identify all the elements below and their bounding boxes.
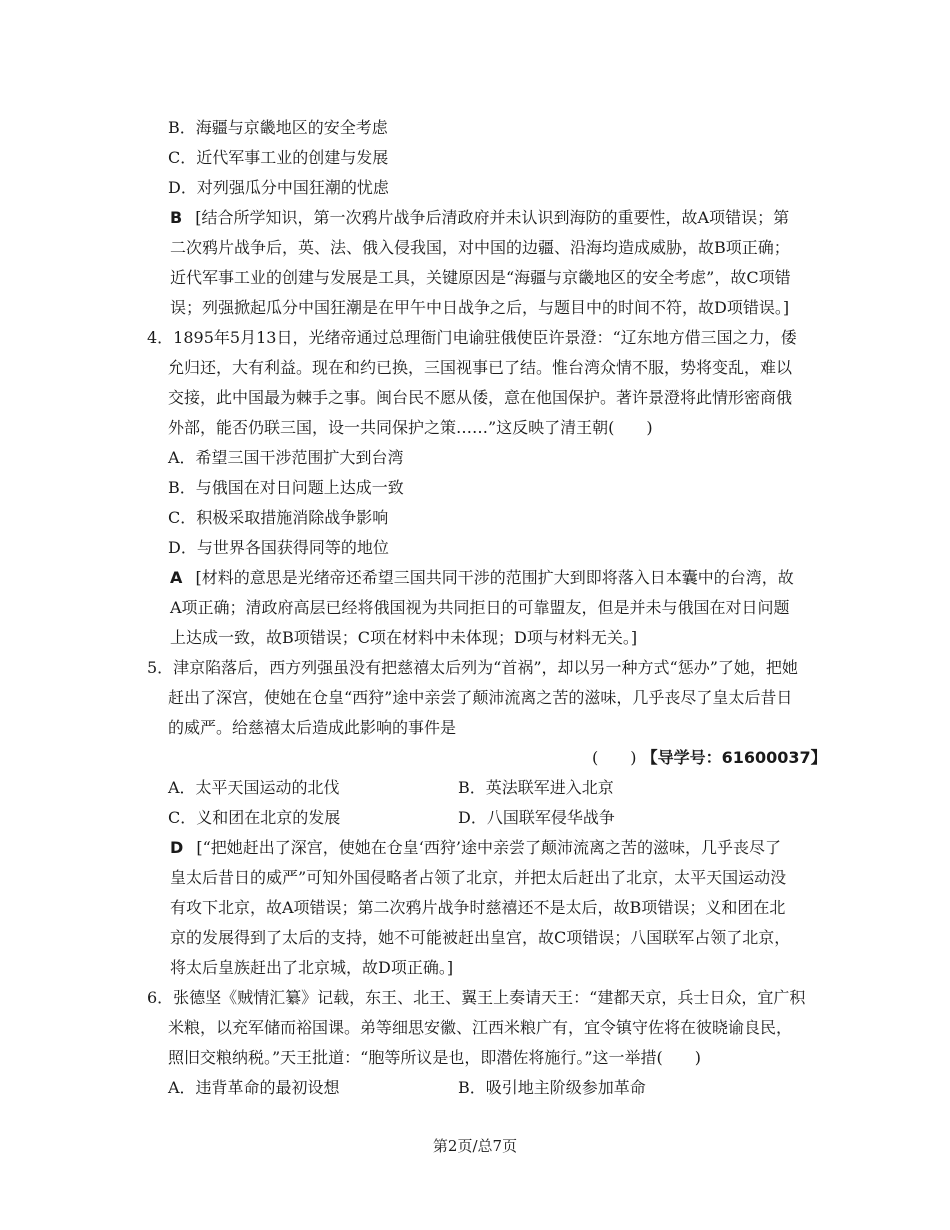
page-footer: 第2页/总7页 [432, 1137, 518, 1155]
q4-explanation-line: [材料的意思是光绪帝还希望三国共同干涉的范围扩大到即将落入日本囊中的台湾，故 [195, 568, 794, 587]
q5-explanation-line: 皇太后昔日的威严”可知外国侵略者占领了北京，并把太后赶出了北京，太平天国运动没 [170, 868, 787, 887]
q4-stem-line: 外部，能否仍联三国，设一共同保护之策……”这反映了清王朝( ) [168, 418, 653, 437]
q6-stem-line: 米粮，以充军储而裕国课。弟等细思安徽、江西米粮广有，宜令镇守佐将在彼晓谕良民， [168, 1018, 793, 1037]
q6-option-a: A．违背革命的最初设想 [168, 1078, 340, 1097]
q3-explanation-line: 近代军事工业的创建与发展是工具，关键原因是“海疆与京畿地区的安全考虑”，故C项错 [170, 268, 791, 287]
q4-stem-line: 允归还，大有利益。现在和约已换，三国视事已了结。惟台湾众情不服，势将变乱，难以 [168, 358, 793, 377]
q4-option-d: D．与世界各国获得同等的地位 [168, 538, 389, 557]
q3-answer [170, 208, 789, 228]
q6-option-b: B．吸引地主阶级参加革命 [458, 1078, 646, 1097]
q3-option-d: D．对列强瓜分中国狂潮的忧虑 [168, 178, 389, 197]
q3-explanation-line: 二次鸦片战争后，英、法、俄入侵我国，对中国的边疆、沿海均造成威胁，故B项正确； [170, 238, 790, 257]
q6-stem-line: 6．张德坚《贼情汇纂》记载，东王、北王、翼王上奏请天王：“建都天京，兵士日众，宜广积 [147, 988, 806, 1007]
q5-option-d: D．八国联军侵华战争 [458, 808, 615, 827]
q4-explanation-line: A项正确；清政府高层已经将俄国视为共同拒日的可靠盟友，但是并未与俄国在对日问题 [170, 598, 790, 617]
q5-option-b: B．英法联军进入北京 [458, 778, 614, 797]
q5-answer-blank: ( ) [592, 748, 637, 767]
q3-option-b: B．海疆与京畿地区的安全考虑 [168, 118, 388, 137]
q3-answer-letter: B [170, 208, 183, 227]
q5-blank-and-guide [592, 748, 827, 768]
q5-stem-line: 5．津京陷落后，西方列强虽没有把慈禧太后列为“首祸”，却以另一种方式“惩办”了她，把她 [147, 658, 798, 677]
q5-explanation-line: 将太后皇族赶出了北京城，故D项正确。] [170, 958, 454, 977]
q3-option-c: C．近代军事工业的创建与发展 [168, 148, 389, 167]
q5-guide-number: 【导学号：61600037】 [641, 748, 827, 767]
q5-stem-line: 的威严。给慈禧太后造成此影响的事件是 [168, 718, 457, 737]
q4-option-c: C．积极采取措施消除战争影响 [168, 508, 389, 527]
q5-answer [170, 838, 781, 858]
q4-answer [170, 568, 794, 588]
q5-answer-letter: D [170, 838, 184, 857]
q3-explanation-line: [结合所学知识，第一次鸦片战争后清政府并未认识到海防的重要性，故A项错误；第 [195, 208, 790, 227]
q5-option-c: C．义和团在北京的发展 [168, 808, 341, 827]
q4-option-a: A．希望三国干涉范围扩大到台湾 [168, 448, 404, 467]
q4-option-b: B．与俄国在对日问题上达成一致 [168, 478, 404, 497]
q5-explanation-line: [“把她赶出了深宫，使她在仓皇‘西狩’途中亲尝了颠沛流离之苦的滋味，几乎丧尽了 [196, 838, 781, 857]
q5-option-a: A．太平天国运动的北伐 [168, 778, 340, 797]
q4-explanation-line: 上达成一致，故B项错误；C项在材料中未体现；D项与材料无关。] [170, 628, 638, 647]
q5-explanation-line: 京的发展得到了太后的支持，她不可能被赶出皇宫，故C项错误；八国联军占领了北京， [170, 928, 791, 947]
q5-explanation-line: 有攻下北京，故A项错误；第二次鸦片战争时慈禧还不是太后，故B项错误；义和团在北 [170, 898, 786, 917]
q6-stem-line: 照旧交粮纳税。”天王批道：“胞等所议是也，即潜佐将施行。”这一举措( ) [168, 1048, 702, 1067]
q4-stem-line: 交接，此中国最为棘手之事。闽台民不愿从倭，意在他国保护。著许景澄将此情形密商俄 [168, 388, 793, 407]
q4-answer-letter: A [170, 568, 183, 587]
q3-explanation-line: 误；列强掀起瓜分中国狂潮是在甲午中日战争之后，与题目中的时间不符，故D项错误。] [170, 298, 790, 317]
q5-stem-line: 赶出了深宫，使她在仓皇“西狩”途中亲尝了颠沛流离之苦的滋味，几乎丧尽了皇太后昔日 [168, 688, 793, 707]
q4-stem-line: 4．1895年5月13日，光绪帝通过总理衙门电谕驻俄使臣许景澄：“辽东地方借三国之力，倭 [147, 328, 797, 347]
